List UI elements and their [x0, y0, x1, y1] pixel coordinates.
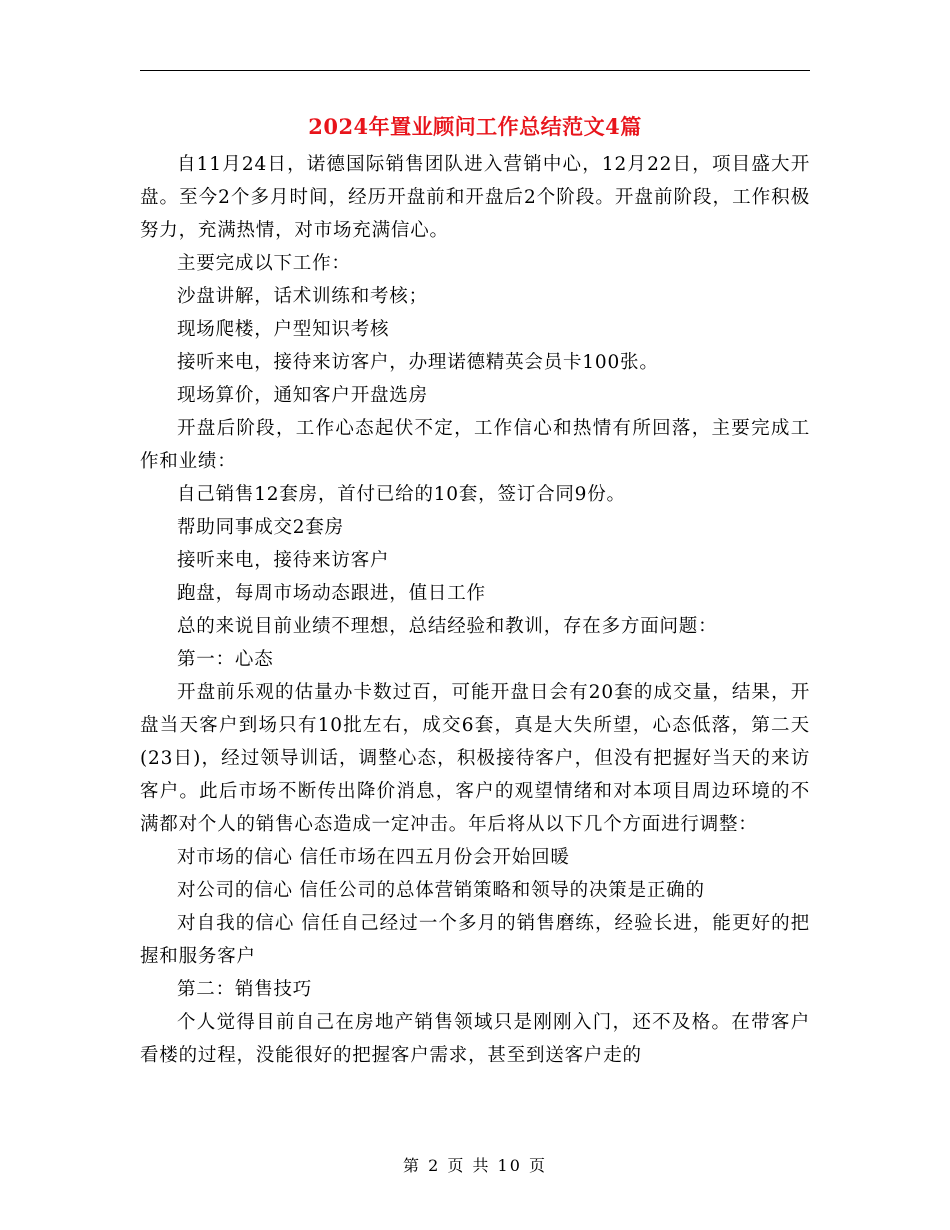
document-body	[140, 148, 810, 1072]
section-heading: 第一：心态	[177, 649, 274, 670]
paragraph: 沙盘讲解，话术训练和考核；	[177, 286, 428, 307]
paragraph: 帮助同事成交2套房	[177, 517, 344, 538]
paragraph: 自11月24日，诺德国际销售团队进入营销中心，12月22日，项目盛大开盘。至今2个多月时间，经历开盘前和开盘后2个阶段。开盘前阶段，工作积极努力，充满热情，对市场充满信心。	[140, 154, 810, 241]
paragraph: 对市场的信心 信任市场在四五月份会开始回暖	[177, 847, 570, 868]
paragraph: 现场爬楼，户型知识考核	[177, 319, 390, 340]
paragraph: 开盘前乐观的估量办卡数过百，可能开盘日会有20套的成交量，结果，开盘当天客户到场只有10批左右，成交6套，真是大失所望，心态低落，第二天(23日)，经过领导训话，调整心态，积极接待客户，但没有把握好当天的来访客户。此后市场不断传出降价消息，客户的观望情绪和对本项目周边环境的不满都对个人的销售心态造成一定冲击。年后将从以下几个方面进行调整：	[140, 682, 810, 835]
page-number: 第 2 页 共 10 页	[403, 1156, 547, 1175]
paragraph: 接听来电，接待来访客户，办理诺德精英会员卡100张。	[177, 352, 659, 373]
paragraph: 主要完成以下工作：	[177, 253, 351, 274]
paragraph: 现场算价，通知客户开盘选房	[177, 385, 428, 406]
document-title: 2024年置业顾问工作总结范文4篇	[308, 114, 642, 139]
paragraph: 对自我的信心 信任自己经过一个多月的销售磨练，经验长进，能更好的把握和服务客户	[140, 913, 810, 967]
paragraph: 自己销售12套房，首付已给的10套，签订合同9份。	[177, 484, 626, 505]
paragraph: 跑盘，每周市场动态跟进，值日工作	[177, 583, 486, 604]
paragraph: 总的来说目前业绩不理想，总结经验和教训，存在多方面问题：	[177, 616, 718, 637]
paragraph: 个人觉得目前自己在房地产销售领域只是刚刚入门，还不及格。在带客户看楼的过程，没能很好的把握客户需求，甚至到送客户走的	[140, 1012, 810, 1066]
paragraph: 开盘后阶段，工作心态起伏不定，工作信心和热情有所回落，主要完成工作和业绩：	[140, 418, 810, 472]
paragraph: 对公司的信心 信任公司的总体营销策略和领导的决策是正确的	[177, 880, 705, 901]
paragraph: 接听来电，接待来访客户	[177, 550, 390, 571]
section-heading: 第二：销售技巧	[177, 979, 313, 1000]
header-rule	[140, 70, 810, 71]
